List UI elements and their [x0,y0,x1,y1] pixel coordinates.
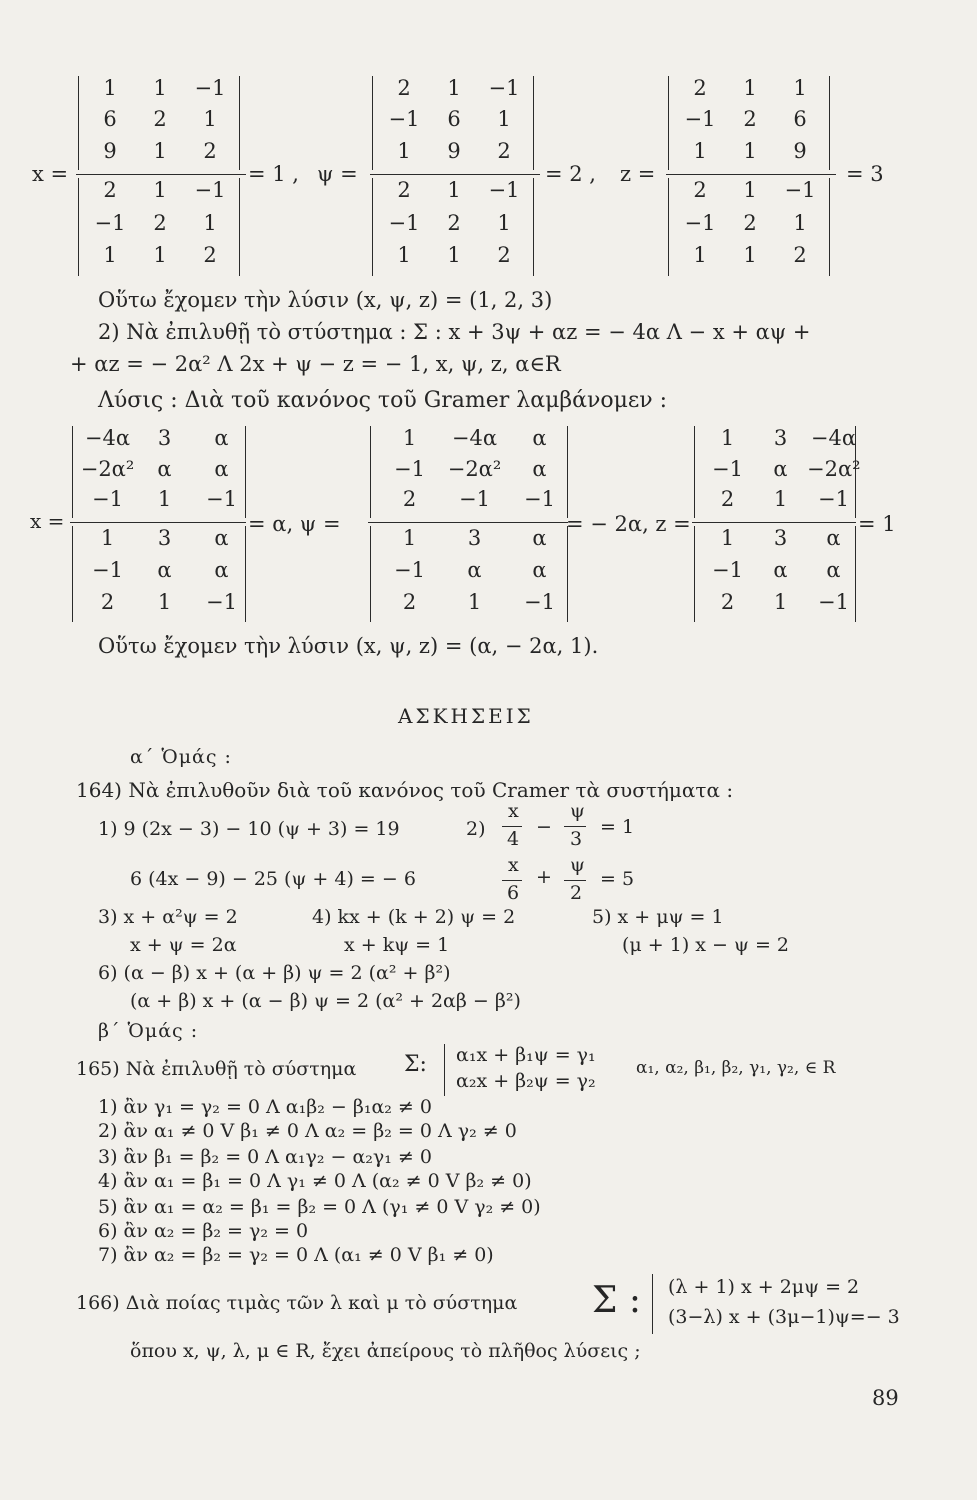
ex165-intro: 165) Νὰ ἐπιλυθῇ τὸ σύστημα [76,1058,357,1080]
ex165-case-5: 5) ἂν α₁ = α₂ = β₁ = β₂ = 0 Λ (γ₁ ≠ 0 V γ₂ ≠ 0) [98,1196,541,1218]
x-label: x = [32,162,69,186]
matrix-entry: α [532,456,547,481]
matrix-entry: α [214,456,229,481]
matrix-entry: 2 [793,243,807,268]
ex165-case-6: 6) ἂν α₂ = β₂ = γ₂ = 0 [98,1220,309,1242]
matrix-entry: 1 [793,210,807,235]
matrix-entry: 1 [497,210,511,235]
det-psi-denominator [370,526,568,622]
matrix-entry: 2 [693,76,707,100]
equals-2: = 2 , [545,162,596,186]
frac-num: x [508,800,519,822]
matrix-entry: 3 [773,426,788,450]
matrix-entry: −1 [92,487,123,512]
det-z-denominator [668,178,830,276]
ex165-eq1: α₁x + β₁ψ = γ₁ [456,1044,596,1066]
matrix-entry: 1 [203,107,217,132]
fraction-bar [70,522,246,523]
matrix-entry: −2α² [80,456,135,481]
frac-den: 4 [507,828,520,850]
ex166-eq1: (λ + 1) x + 2μψ = 2 [668,1276,860,1298]
matrix-entry: −1 [206,590,237,614]
matrix-entry: 1 [720,426,735,450]
matrix-entry: 2 [402,487,417,512]
matrix-entry: 1 [447,178,461,202]
matrix-entry: −1 [818,487,849,512]
ex164-3-eq1: 3) x + α²ψ = 2 [98,906,238,928]
fraction-bar [76,174,246,175]
matrix-entry: −2α² [807,456,861,481]
ex166-eq2: (3−λ) x + (3μ−1)ψ=− 3 [668,1306,900,1328]
sigma-symbol: Σ : [592,1280,642,1321]
matrix-entry: 9 [793,138,807,163]
z-label: z = [620,162,656,186]
matrix-entry: α [532,426,547,450]
matrix-entry: 2 [743,107,757,132]
equals-alpha-psi: = α, ψ = [248,512,341,536]
ex164-6-eq1: 6) (α − β) x + (α + β) ψ = 2 (α² + β²) [98,962,451,984]
equals-minus-2alpha-z: = − 2α, z = [566,512,691,536]
matrix-entry: 1 [103,76,117,100]
det-z-numerator [668,76,830,170]
matrix-entry: 1 [397,138,411,163]
matrix-entry: 3 [773,526,788,550]
ex165-case-3: 3) ἂν β₁ = β₂ = 0 Λ α₁γ₂ − α₂γ₁ ≠ 0 [98,1146,432,1168]
matrix-entry: α [214,558,229,582]
matrix-entry: 1 [743,243,757,268]
cramer-line: Λύσις : Διὰ τοῦ κανόνος τοῦ Gramer λαμβάνομεν : [98,388,668,413]
det-psi-numerator [370,426,568,518]
matrix-entry: 1 [103,243,117,268]
matrix-entry: −1 [94,210,126,235]
matrix-entry: 3 [157,526,172,550]
matrix-entry: 3 [467,526,482,550]
matrix-entry: 2 [402,590,417,614]
matrix-entry: 1 [693,243,707,268]
matrix-entry: −1 [524,590,555,614]
ex165-case-7: 7) ἂν α₂ = β₂ = γ₂ = 0 Λ (α₁ ≠ 0 V β₁ ≠ 0) [98,1244,494,1266]
matrix-entry: −1 [459,487,490,512]
equals-3: = 3 [846,162,884,186]
matrix-entry: α [532,558,547,582]
matrix-entry: 1 [153,138,167,163]
matrix-entry: α [773,456,788,481]
matrix-entry: 1 [402,526,417,550]
matrix-entry: 1 [100,526,115,550]
ex164-5-eq2: (μ + 1) x − ψ = 2 [622,934,790,956]
ex164-5-eq1: 5) x + μψ = 1 [592,906,724,928]
ex165-case-2: 2) ἂν α₁ ≠ 0 V β₁ ≠ 0 Λ α₂ = β₂ = 0 Λ γ₂ ≠ 0 [98,1120,517,1142]
matrix-entry: −1 [488,178,520,202]
ex164-3-eq2: x + ψ = 2α [130,934,237,956]
det-z-denominator [694,526,856,622]
matrix-entry: −1 [388,107,420,132]
matrix-entry: 2 [447,210,461,235]
matrix-entry: 1 [397,243,411,268]
system-bracket [652,1274,653,1334]
matrix-entry: −1 [818,590,849,614]
matrix-entry: 1 [153,178,167,202]
fraction-bar [666,174,836,175]
det-x-denominator [72,526,246,622]
matrix-entry: 2 [720,487,735,512]
equals-1: = 1 [858,512,896,536]
matrix-entry: 1 [793,76,807,100]
matrix-entry: −1 [712,456,743,481]
matrix-entry: 1 [497,107,511,132]
matrix-entry: 6 [447,107,461,132]
matrix-entry: −1 [206,487,237,512]
matrix-entry: 1 [157,487,172,512]
matrix-entry: −1 [388,210,420,235]
result: = 1 [600,816,635,838]
matrix-entry: 2 [100,590,115,614]
det-psi-numerator [372,76,534,170]
matrix-entry: 1 [153,243,167,268]
matrix-entry: α [214,526,229,550]
matrix-entry: α [826,558,841,582]
matrix-entry: 2 [720,590,735,614]
matrix-entry: 1 [203,210,217,235]
matrix-entry: −1 [194,178,226,202]
matrix-entry: −1 [524,487,555,512]
exercises-heading: ΑΣΚΗΣΕΙΣ [398,704,534,728]
matrix-entry: 3 [157,426,172,450]
matrix-entry: 1 [693,138,707,163]
matrix-entry: 1 [743,138,757,163]
matrix-entry: 1 [773,487,788,512]
matrix-entry: 1 [157,590,172,614]
matrix-entry: −4α [84,426,131,450]
matrix-entry: 9 [447,138,461,163]
matrix-entry: −1 [684,210,716,235]
matrix-entry: −1 [394,558,425,582]
matrix-entry: α [214,426,229,450]
matrix-entry: 1 [743,178,757,202]
matrix-entry: −1 [394,456,425,481]
matrix-entry: −1 [92,558,123,582]
matrix-entry: −1 [784,178,816,202]
fraction-bar [692,522,856,523]
page-number: 89 [872,1386,899,1410]
operator: − [536,816,552,838]
ex166-tail: ὅπου x, ψ, λ, μ ∈ R, ἔχει ἀπείρους τὸ πλῆθος λύσεις ; [130,1340,641,1362]
matrix-entry: 1 [447,243,461,268]
matrix-entry: α [157,456,172,481]
matrix-entry: 1 [153,76,167,100]
sigma-symbol: Σ: [404,1052,427,1077]
exercise-164: 164) Νὰ ἐπιλυθοῦν διὰ τοῦ κανόνος τοῦ Cramer τὰ συστήματα : [76,778,734,802]
result: = 5 [600,868,635,890]
matrix-entry: α [532,526,547,550]
det-x-denominator [78,178,240,276]
matrix-entry: −4α [451,426,498,450]
ex165-params: α₁, α₂, β₁, β₂, γ₁, γ₂, ∈ R [636,1058,836,1078]
matrix-entry: 1 [402,426,417,450]
det-z-numerator [694,426,861,518]
det-x-numerator [78,76,240,170]
solution-line-2: Οὕτω ἔχομεν τὴν λύσιν (x, ψ, z) = (α, − 2α, 1). [98,634,599,658]
matrix-entry: 1 [720,526,735,550]
frac-num: x [508,854,519,876]
matrix-entry: −1 [194,76,226,100]
solution-line-1: Οὕτω ἔχομεν τὴν λύσιν (x, ψ, z) = (1, 2, 3) [98,288,553,312]
ex164-4-eq1: 4) kx + (k + 2) ψ = 2 [312,906,516,928]
matrix-entry: 1 [467,590,482,614]
matrix-entry: 2 [693,178,707,202]
matrix-entry: α [826,526,841,550]
equals-1: = 1 , [248,162,299,186]
matrix-entry: 2 [497,243,511,268]
system-bracket [444,1044,445,1096]
ex164-6-eq2: (α + β) x + (α − β) ψ = 2 (α² + 2αβ − β²) [130,990,521,1012]
det-psi-denominator [372,178,534,276]
ex164-1-eq1: 1) 9 (2x − 3) − 10 (ψ + 3) = 19 [98,818,400,840]
matrix-entry: α [467,558,482,582]
matrix-entry: α [773,558,788,582]
matrix-entry: α [157,558,172,582]
matrix-entry: 2 [203,138,217,163]
matrix-entry: 6 [793,107,807,132]
ex166-intro: 166) Διὰ ποίας τιμὰς τῶν λ καὶ μ τὸ σύστημα [76,1292,518,1314]
matrix-entry: 2 [153,210,167,235]
problem-2-line-b: + αz = − 2α² Λ 2x + ψ − z = − 1, x, ψ, z, α∈R [70,352,561,376]
ex165-eq2: α₂x + β₂ψ = γ₂ [456,1070,596,1092]
frac-num: ψ [570,800,585,822]
matrix-entry: −1 [684,107,716,132]
fraction-bar [502,826,522,827]
fraction-bar [564,826,586,827]
matrix-entry: 2 [203,243,217,268]
problem-2-line-a: 2) Νὰ ἐπιλυθῇ τὸ στύστημα : Σ : x + 3ψ + αz = − 4α Λ − x + αψ + [98,320,811,344]
matrix-entry: 6 [103,107,117,132]
matrix-entry: −1 [712,558,743,582]
frac-num: ψ [570,854,585,876]
fraction-bar [368,522,568,523]
ex165-case-4: 4) ἂν α₁ = β₁ = 0 Λ γ₁ ≠ 0 Λ (α₂ ≠ 0 V β₂ ≠ 0) [98,1170,532,1192]
matrix-entry: −1 [488,76,520,100]
matrix-entry: 2 [743,210,757,235]
ex164-1-eq2: 6 (4x − 9) − 25 (ψ + 4) = − 6 [130,868,416,890]
matrix-entry: 9 [103,138,117,163]
matrix-entry: 1 [773,590,788,614]
frac-den: 3 [570,828,583,850]
matrix-entry: −2α² [447,456,502,481]
fraction-bar [564,880,586,881]
group-b-label: β΄ Ὁμάς : [98,1020,199,1042]
ex164-4-eq2: x + kψ = 1 [344,934,450,956]
frac-den: 2 [570,882,583,904]
psi-label: ψ = [317,162,358,186]
group-a-label: α΄ Ὁμάς : [130,746,232,768]
matrix-entry: 1 [743,76,757,100]
operator: + [536,866,552,888]
matrix-entry: 2 [153,107,167,132]
matrix-entry: 2 [397,76,411,100]
matrix-entry: −4α [810,426,857,450]
fraction-bar [502,880,522,881]
x-label: x = [30,509,65,533]
fraction-bar [370,174,540,175]
det-x-numerator [72,426,246,518]
matrix-entry: 2 [103,178,117,202]
frac-den: 6 [507,882,520,904]
ex165-case-1: 1) ἂν γ₁ = γ₂ = 0 Λ α₁β₂ − β₁α₂ ≠ 0 [98,1096,432,1118]
ex164-2-label: 2) [466,818,486,840]
matrix-entry: 2 [397,178,411,202]
matrix-entry: 1 [447,76,461,100]
matrix-entry: 2 [497,138,511,163]
